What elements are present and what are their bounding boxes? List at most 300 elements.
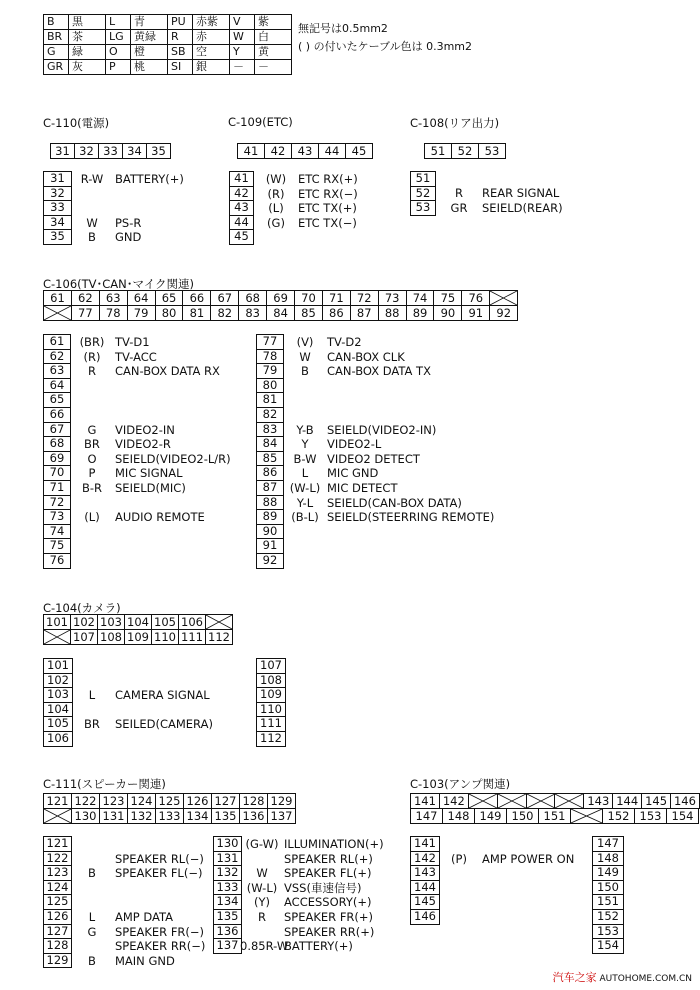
connector-cavity: 74 <box>407 291 435 305</box>
connector-cavity: 70 <box>295 291 323 305</box>
connector-cavity: 129 <box>270 794 293 808</box>
wire-color-code: W <box>86 215 98 230</box>
pin-number: 67 <box>44 423 70 438</box>
connector-cavity: 104 <box>125 615 152 629</box>
pin-number: 125 <box>44 895 71 910</box>
signal-name: SPEAKER RR(−) <box>115 939 206 954</box>
c103-right-pin-column <box>592 836 624 954</box>
connector-cavity: 130 <box>72 809 100 823</box>
connector-cavity: 66 <box>183 291 211 305</box>
wire-color-code: Y-L <box>296 495 314 510</box>
signal-name: REAR SIGNAL <box>482 186 560 200</box>
watermark-site: AUTOHOME.COM.CN <box>599 974 692 984</box>
connector-cavity: 76 <box>462 291 490 305</box>
pin-number: 147 <box>593 837 623 852</box>
signal-name: SEIELD(CAN-BOX DATA) <box>327 495 462 510</box>
wire-color-code: R <box>88 364 96 379</box>
pin-number: 112 <box>257 732 285 747</box>
c108-pin-column <box>410 171 436 216</box>
pin-number: 150 <box>593 881 623 896</box>
pin-number: 122 <box>44 852 71 867</box>
c103-connector-face-row1 <box>410 793 700 809</box>
pin-number: 53 <box>411 201 435 216</box>
legend-code: Y <box>230 45 255 60</box>
pin-number: 109 <box>257 688 285 703</box>
connector-cavity: 35 <box>151 144 166 158</box>
signal-name: VIDEO2-R <box>115 437 171 452</box>
unused-cavity-cross <box>490 291 517 305</box>
watermark-brand: 汽车之家 <box>552 971 597 984</box>
pin-number: 135 <box>214 910 241 925</box>
pin-number: 62 <box>44 350 70 365</box>
unused-cavity-cross <box>469 794 498 808</box>
connector-cavity: 90 <box>434 306 462 320</box>
unused-cavity-cross <box>555 794 584 808</box>
connector-cavity: 82 <box>211 306 239 320</box>
connector-cavity: 131 <box>100 809 128 823</box>
wire-color-code: B-W <box>293 451 317 466</box>
legend-color: 空 <box>193 45 230 60</box>
c106-right-pin-column <box>256 334 284 569</box>
connector-cavity: 109 <box>125 630 152 644</box>
legend-code: P <box>106 60 131 75</box>
signal-name: VIDEO2 DETECT <box>327 451 420 466</box>
color-code-legend <box>43 14 292 75</box>
wire-color-code: W <box>299 349 311 364</box>
wire-color-code: (G) <box>267 215 285 230</box>
connector-cavity: 149 <box>475 809 507 823</box>
signal-name: SPEAKER RL(+) <box>284 851 373 866</box>
legend-color: 赤紫 <box>193 15 230 30</box>
wire-color-code: (BR) <box>79 335 105 349</box>
pin-number: 33 <box>44 201 71 216</box>
connector-cavity: 143 <box>584 794 613 808</box>
connector-cavity: 83 <box>239 306 267 320</box>
wire-color-code: (Y) <box>254 895 270 910</box>
note-wire-size: 無記号は0.5mm2 <box>298 22 388 35</box>
signal-name: MIC GND <box>327 466 379 481</box>
signal-name: TV-ACC <box>115 349 157 364</box>
pin-number: 76 <box>44 554 70 569</box>
c110-pin-column <box>43 171 72 245</box>
legend-color: 白 <box>255 30 292 45</box>
c111-right-pin-column <box>213 836 242 954</box>
signal-name: SEIELD(VIDEO2-IN) <box>327 422 437 437</box>
wire-color-code: (W-L) <box>246 880 278 895</box>
c106-left-pin-column <box>43 334 71 569</box>
c111-connector-face-row2 <box>43 808 296 824</box>
wire-color-code: 0.85R-W <box>240 939 289 954</box>
signal-name: BATTERY(+) <box>284 939 353 954</box>
connector-cavity: 152 <box>603 809 635 823</box>
connector-cavity: 32 <box>75 144 99 158</box>
connector-cavity: 153 <box>635 809 667 823</box>
wire-color-code: L <box>88 688 96 703</box>
pin-number: 141 <box>411 837 439 852</box>
c103-title: C-103(アンプ関連) <box>410 777 511 791</box>
legend-code: R <box>168 30 193 45</box>
pin-number: 133 <box>214 881 241 896</box>
connector-cavity: 61 <box>44 291 72 305</box>
connector-cavity: 62 <box>72 291 100 305</box>
legend-row <box>44 30 292 45</box>
signal-name: ETC RX(+) <box>298 172 358 186</box>
connector-cavity: 111 <box>179 630 206 644</box>
signal-name: MIC SIGNAL <box>115 466 183 481</box>
c110-connector-face <box>50 143 171 159</box>
legend-code: O <box>106 45 131 60</box>
pin-number: 79 <box>257 364 283 379</box>
pin-number: 127 <box>44 925 71 940</box>
connector-cavity: 67 <box>211 291 239 305</box>
legend-color: 青 <box>131 15 168 30</box>
wire-color-code: R <box>455 186 463 200</box>
connector-cavity: 69 <box>267 291 295 305</box>
connector-cavity: 45 <box>351 144 367 158</box>
legend-color: 黄 <box>255 45 292 60</box>
pin-number: 151 <box>593 895 623 910</box>
c104-connector-face-row2 <box>43 629 233 645</box>
legend-color: 紫 <box>255 15 292 30</box>
connector-cavity: 31 <box>51 144 75 158</box>
wire-color-code: B <box>301 364 309 379</box>
pin-number: 124 <box>44 881 71 896</box>
pin-number: 41 <box>230 172 253 187</box>
pin-number: 144 <box>411 881 439 896</box>
pin-number: 129 <box>44 954 71 969</box>
signal-name: VIDEO2-IN <box>115 422 175 437</box>
wire-color-code: (W) <box>265 172 287 186</box>
connector-cavity: 72 <box>351 291 379 305</box>
c109-title: C-109(ETC) <box>228 115 293 129</box>
wire-color-code: W <box>256 866 268 881</box>
legend-color: 茶 <box>69 30 106 45</box>
connector-cavity: 105 <box>152 615 179 629</box>
signal-name: SEIELD(REAR) <box>482 200 563 215</box>
pin-number: 84 <box>257 437 283 452</box>
pin-number: 128 <box>44 939 71 954</box>
connector-cavity: 41 <box>238 144 265 158</box>
pin-number: 52 <box>411 187 435 202</box>
unused-cavity-cross <box>498 794 527 808</box>
pin-number: 66 <box>44 408 70 423</box>
pin-number: 80 <box>257 379 283 394</box>
signal-name: SPEAKER RL(−) <box>115 851 204 866</box>
pin-number: 78 <box>257 350 283 365</box>
wire-color-code: BR <box>84 437 100 452</box>
connector-cavity: 144 <box>613 794 642 808</box>
pin-number: 63 <box>44 364 70 379</box>
wire-color-code: Y-B <box>296 422 314 437</box>
pin-number: 44 <box>230 216 253 231</box>
connector-cavity: 84 <box>267 306 295 320</box>
pin-number: 149 <box>593 866 623 881</box>
c106-connector-face-row2 <box>43 305 518 321</box>
pin-number: 61 <box>44 335 70 350</box>
legend-code: GR <box>44 60 69 75</box>
connector-cavity: 145 <box>642 794 671 808</box>
pin-number: 83 <box>257 423 283 438</box>
pin-number: 130 <box>214 837 241 852</box>
wire-color-code: B <box>88 953 96 968</box>
connector-cavity: 148 <box>443 809 475 823</box>
c103-connector-face-row2 <box>410 808 699 824</box>
legend-code: PU <box>168 15 193 30</box>
wire-color-code: (L) <box>84 510 100 525</box>
connector-cavity: 146 <box>673 794 696 808</box>
wire-color-code: L <box>301 466 309 481</box>
pin-number: 42 <box>230 187 253 202</box>
connector-cavity: 78 <box>100 306 128 320</box>
legend-code: － <box>230 60 255 75</box>
pin-number: 91 <box>257 539 283 554</box>
pin-number: 107 <box>257 659 285 674</box>
wire-color-code: BR <box>84 717 100 732</box>
legend-code: BR <box>44 30 69 45</box>
pin-number: 77 <box>257 335 283 350</box>
watermark <box>553 969 692 985</box>
pin-number: 126 <box>44 910 71 925</box>
pin-number: 102 <box>44 674 72 689</box>
wire-color-code: Y <box>301 437 309 452</box>
wire-color-code: (P) <box>451 851 467 866</box>
connector-cavity: 102 <box>71 615 98 629</box>
signal-name: CAN-BOX DATA RX <box>115 364 220 379</box>
signal-name: SEIELD(VIDEO2-L/R) <box>115 451 231 466</box>
connector-cavity: 110 <box>152 630 179 644</box>
connector-cavity: 132 <box>128 809 156 823</box>
legend-code: L <box>106 15 131 30</box>
pin-number: 134 <box>214 895 241 910</box>
c104-right-pin-column <box>256 658 286 747</box>
connector-cavity: 142 <box>440 794 469 808</box>
signal-name: ETC TX(+) <box>298 201 357 216</box>
wire-color-code: (W-L) <box>289 481 321 495</box>
c106-title: C-106(TV･CAN･マイク関連) <box>43 277 195 291</box>
connector-cavity: 88 <box>379 306 407 320</box>
wire-color-code: G <box>87 924 97 939</box>
pin-number: 32 <box>44 187 71 202</box>
signal-name: MIC DETECT <box>327 481 398 495</box>
c110-title: C-110(電源) <box>43 116 110 130</box>
signal-name: TV-D2 <box>327 335 362 349</box>
pin-number: 105 <box>44 717 72 732</box>
connector-cavity: 51 <box>425 144 452 158</box>
pin-number: 101 <box>44 659 72 674</box>
c106-connector-face-row1 <box>43 290 518 306</box>
connector-cavity: 136 <box>240 809 268 823</box>
wire-color-code: (L) <box>268 201 284 216</box>
pin-number: 82 <box>257 408 283 423</box>
pin-number: 72 <box>44 496 70 511</box>
signal-name: SPEAKER FL(+) <box>284 866 372 881</box>
connector-cavity: 86 <box>323 306 351 320</box>
signal-name: ETC RX(−) <box>298 186 358 201</box>
wire-color-code: R <box>258 910 266 924</box>
pin-number: 85 <box>257 452 283 467</box>
wire-color-code: (V) <box>296 335 314 349</box>
connector-cavity: 92 <box>496 306 512 320</box>
c108-title: C-108(リア出力) <box>410 116 500 130</box>
connector-cavity: 127 <box>212 794 240 808</box>
c104-title: C-104(カメラ) <box>43 601 121 615</box>
unused-cavity-cross <box>571 809 603 823</box>
c109-connector-face <box>237 143 373 159</box>
signal-name: AMP POWER ON <box>482 851 575 866</box>
connector-cavity: 79 <box>128 306 156 320</box>
pin-number: 148 <box>593 852 623 867</box>
signal-name: SPEAKER FL(−) <box>115 866 203 881</box>
legend-code: SI <box>168 60 193 75</box>
signal-name: SEILED(CAMERA) <box>115 717 213 732</box>
signal-name: PS-R <box>115 215 142 230</box>
signal-name: GND <box>115 230 142 245</box>
pin-number: 31 <box>44 172 71 187</box>
pin-number: 142 <box>411 852 439 867</box>
pin-number: 89 <box>257 510 283 525</box>
connector-cavity: 151 <box>539 809 571 823</box>
wire-color-code: B <box>88 866 96 881</box>
pin-number: 34 <box>44 216 71 231</box>
connector-cavity: 77 <box>72 306 100 320</box>
legend-code: V <box>230 15 255 30</box>
connector-cavity: 108 <box>98 630 125 644</box>
signal-name: AUDIO REMOTE <box>115 510 205 525</box>
pin-number: 123 <box>44 866 71 881</box>
pin-number: 136 <box>214 925 241 940</box>
connector-cavity: 106 <box>179 615 206 629</box>
signal-name: ILLUMINATION(+) <box>284 837 384 851</box>
connector-cavity: 53 <box>484 144 500 158</box>
pin-number: 81 <box>257 393 283 408</box>
pin-number: 106 <box>44 732 72 747</box>
pin-number: 103 <box>44 688 72 703</box>
connector-cavity: 125 <box>156 794 184 808</box>
connector-cavity: 71 <box>323 291 351 305</box>
pin-number: 45 <box>230 230 253 245</box>
legend-code: LG <box>106 30 131 45</box>
pin-number: 137 <box>214 939 241 954</box>
connector-cavity: 33 <box>99 144 123 158</box>
pin-number: 71 <box>44 481 70 496</box>
connector-cavity: 63 <box>100 291 128 305</box>
connector-cavity: 128 <box>240 794 268 808</box>
legend-color: 赤 <box>193 30 230 45</box>
pin-number: 152 <box>593 910 623 925</box>
unused-cavity-cross <box>44 809 72 823</box>
pin-number: 75 <box>44 539 70 554</box>
connector-cavity: 68 <box>239 291 267 305</box>
signal-name: CAN-BOX DATA TX <box>327 364 431 379</box>
legend-code: W <box>230 30 255 45</box>
wire-color-code: (B-L) <box>291 510 319 525</box>
unused-cavity-cross <box>44 630 71 644</box>
wire-color-code: P <box>88 466 96 481</box>
signal-name: CAMERA SIGNAL <box>115 688 210 703</box>
signal-name: SEIELD(MIC) <box>115 481 186 495</box>
pin-number: 131 <box>214 852 241 867</box>
note-thin-cable: ( ) の付いたケーブル色は 0.3mm2 <box>298 40 473 53</box>
legend-color: － <box>255 60 292 75</box>
wire-color-code: (G-W) <box>245 837 279 851</box>
connector-cavity: 141 <box>411 794 440 808</box>
wire-color-code: O <box>87 451 97 466</box>
pin-number: 104 <box>44 703 72 718</box>
signal-name: CAN-BOX CLK <box>327 349 405 364</box>
connector-cavity: 122 <box>72 794 100 808</box>
signal-name: AMP DATA <box>115 910 174 924</box>
c104-left-pin-column <box>43 658 73 747</box>
c111-title: C-111(スピーカー関連) <box>43 777 166 791</box>
c109-pin-column <box>229 171 254 245</box>
connector-cavity: 126 <box>184 794 212 808</box>
connector-cavity: 75 <box>434 291 462 305</box>
signal-name: BATTERY(+) <box>115 172 184 186</box>
signal-name: SEIELD(STEERRING REMOTE) <box>327 510 495 525</box>
connector-cavity: 44 <box>319 144 346 158</box>
signal-name: ETC TX(−) <box>298 215 357 230</box>
signal-name: VSS(車速信号) <box>284 880 362 895</box>
c108-connector-face <box>424 143 506 159</box>
c111-left-pin-column <box>43 836 72 968</box>
pin-number: 154 <box>593 939 623 954</box>
unused-cavity-cross <box>206 615 232 629</box>
pin-number: 43 <box>230 201 253 216</box>
pin-number: 87 <box>257 481 283 496</box>
connector-cavity: 73 <box>379 291 407 305</box>
pin-number: 73 <box>44 510 70 525</box>
wire-color-code: G <box>87 422 97 437</box>
signal-name: SPEAKER FR(−) <box>115 924 205 939</box>
connector-cavity: 134 <box>184 809 212 823</box>
connector-cavity: 121 <box>44 794 72 808</box>
wire-color-code: B <box>88 230 96 245</box>
connector-cavity: 107 <box>71 630 98 644</box>
pin-number: 51 <box>411 172 435 187</box>
pin-number: 68 <box>44 437 70 452</box>
connector-cavity: 65 <box>156 291 184 305</box>
c111-connector-face-row1 <box>43 793 296 809</box>
connector-cavity: 91 <box>462 306 490 320</box>
signal-name: MAIN GND <box>115 953 175 968</box>
pin-number: 90 <box>257 525 283 540</box>
c104-connector-face-row1 <box>43 614 233 630</box>
legend-color: 桃 <box>131 60 168 75</box>
legend-color: 緑 <box>69 45 106 60</box>
pin-number: 65 <box>44 393 70 408</box>
connector-cavity: 89 <box>407 306 435 320</box>
connector-cavity: 42 <box>265 144 292 158</box>
connector-cavity: 43 <box>292 144 319 158</box>
legend-code: SB <box>168 45 193 60</box>
legend-color: 灰 <box>69 60 106 75</box>
connector-cavity: 135 <box>212 809 240 823</box>
legend-row <box>44 60 292 75</box>
pin-number: 69 <box>44 452 70 467</box>
signal-name: SPEAKER FR(+) <box>284 910 374 924</box>
connector-cavity: 64 <box>128 291 156 305</box>
pin-number: 121 <box>44 837 71 852</box>
connector-cavity: 52 <box>452 144 479 158</box>
pin-number: 143 <box>411 866 439 881</box>
pin-number: 64 <box>44 379 70 394</box>
signal-name: TV-D1 <box>115 335 150 349</box>
connector-cavity: 124 <box>128 794 156 808</box>
connector-cavity: 80 <box>156 306 184 320</box>
legend-code: G <box>44 45 69 60</box>
pin-number: 146 <box>411 910 439 925</box>
connector-cavity: 81 <box>183 306 211 320</box>
